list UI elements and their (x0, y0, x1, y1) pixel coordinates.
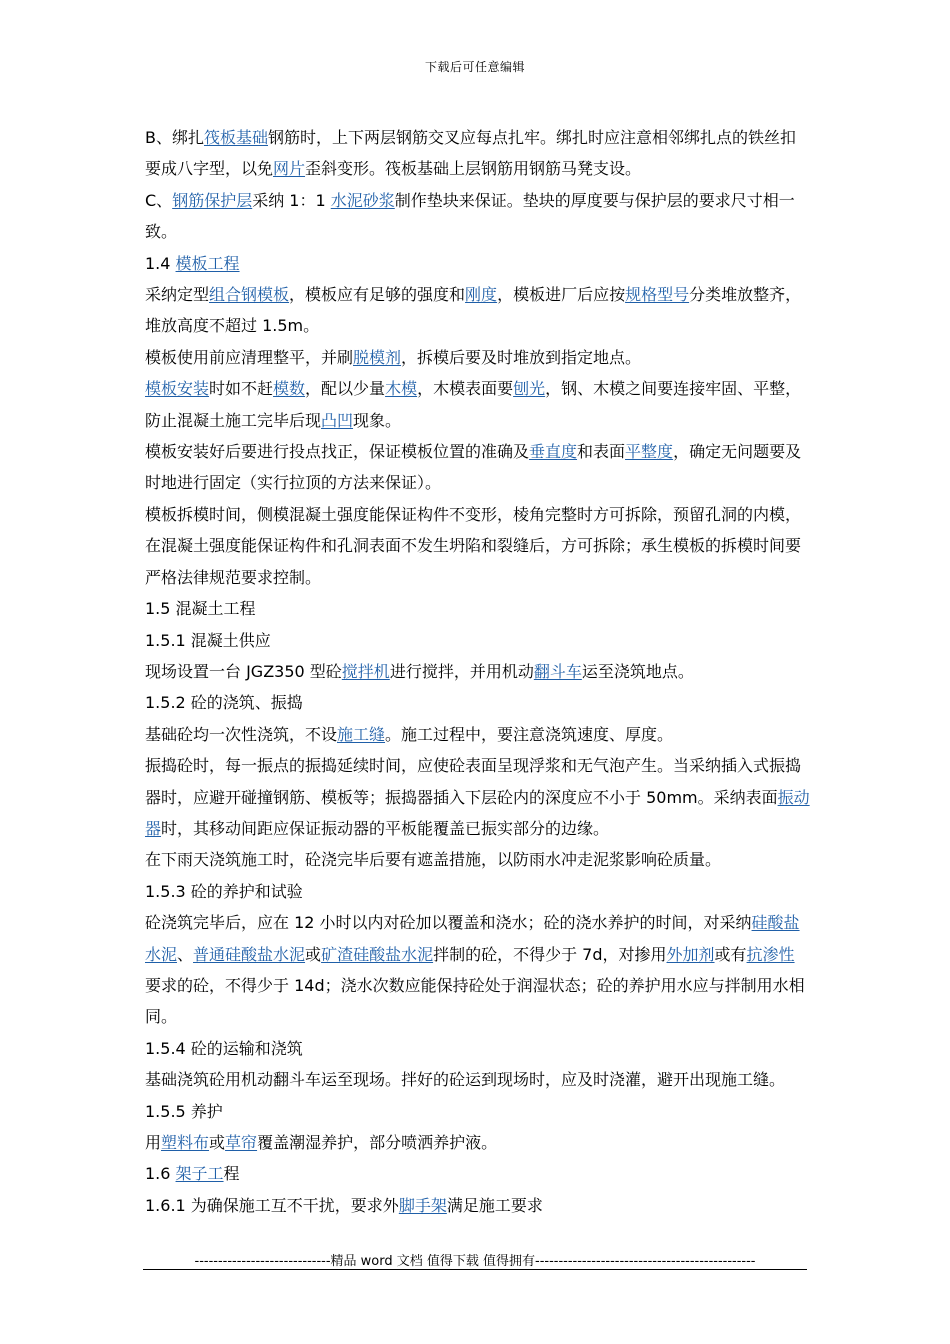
document-body (145, 122, 810, 1221)
text-run: 采纳 1：1 (252, 190, 331, 210)
hyperlink[interactable]: 刚度 (465, 285, 498, 305)
paragraph (145, 687, 810, 718)
text-run: 时如不赶 (209, 379, 274, 399)
text-run: 和表面 (577, 442, 626, 462)
paragraph (145, 248, 810, 279)
text-run: ，确定无问题要及时地进行固定（实行拉顶的方法来保证）。 (145, 442, 802, 493)
text-run: 歪斜变形。筏板基础上层钢筋用钢筋马凳支设。 (305, 159, 642, 179)
hyperlink[interactable]: 筏板基础 (203, 128, 268, 147)
paragraph (145, 1033, 810, 1064)
text-run: 1.5.1 混凝土供应 (145, 630, 271, 650)
text-run: 或 (209, 1133, 226, 1152)
text-run: 1.4 (145, 253, 176, 273)
text-run: ，木模表面要 (417, 379, 514, 399)
text-run: 现场设置一台 JGZ350 型砼 (145, 661, 342, 681)
hyperlink[interactable]: 网片 (273, 159, 306, 179)
hyperlink[interactable]: 矿渣硅酸盐水泥 (321, 944, 434, 964)
text-run: ，模板进厂后应按 (497, 285, 626, 305)
text-run: 。施工过程中，要注意浇筑速度、厚度。 (385, 724, 674, 744)
hyperlink[interactable]: 规格型号 (625, 285, 690, 305)
paragraph (145, 1064, 810, 1095)
text-run: 满足施工要求 (446, 1195, 543, 1215)
text-run: 1.5.4 砼的运输和浇筑 (145, 1038, 303, 1058)
text-run: 要求的砼，不得少于 14d；浇水次数应能保持砼处于润湿状态；砼的养护用水应与拌制用水相同。 (145, 975, 805, 1027)
hyperlink[interactable]: 搅拌机 (341, 661, 390, 681)
text-run: 、 (177, 944, 194, 964)
paragraph (145, 593, 810, 624)
hyperlink[interactable]: 模板工程 (175, 253, 240, 273)
paragraph (145, 373, 810, 436)
paragraph (145, 876, 810, 907)
hyperlink[interactable]: 脚手架 (398, 1195, 447, 1215)
text-run: 1.5 混凝土工程 (145, 599, 256, 619)
hyperlink[interactable]: 塑料布 (161, 1133, 210, 1152)
paragraph (145, 656, 810, 687)
page-footer: -----------------------------精品 word 文档 值得下载 值得拥有----------------------------------------------- (194, 1254, 756, 1269)
paragraph (145, 719, 810, 750)
paragraph (145, 436, 810, 499)
text-run: 程 (223, 1164, 240, 1184)
page-header: 下载后可任意编辑 (424, 60, 525, 74)
paragraph (145, 342, 810, 373)
text-run: 拌制的砼，不得少于 7d，对掺用 (433, 944, 667, 964)
text-run: 时，其移动间距应保证振动器的平板能覆盖已振实部分的边缘。 (161, 818, 610, 838)
text-run: ，模板应有足够的强度和 (289, 285, 466, 305)
text-run: 砼浇筑完毕后，应在 12 小时以内对砼加以覆盖和浇水；砼的浇水养护的时间，对采纳 (145, 913, 752, 933)
hyperlink[interactable]: 草帘 (225, 1133, 258, 1152)
text-run: 1.5.5 养护 (145, 1101, 223, 1121)
hyperlink[interactable]: 脱模剂 (353, 347, 402, 367)
hyperlink[interactable]: 钢筋保护层 (172, 190, 253, 210)
text-run: 进行搅拌，并用机动 (389, 661, 534, 681)
text-run: 在下雨天浇筑施工时，砼浇完毕后要有遮盖措施，以防雨水冲走泥浆影响砼质量。 (145, 850, 722, 870)
text-run: 模板安装好后要进行投点找正，保证模板位置的准确及 (145, 442, 530, 462)
paragraph (145, 1158, 810, 1189)
text-run: 采纳定型 (145, 285, 210, 305)
text-run: 1.5.2 砼的浇筑、振捣 (145, 693, 303, 713)
text-run: 用 (145, 1133, 162, 1152)
text-run: 运至浇筑地点。 (581, 661, 694, 681)
text-run: C、 (145, 190, 173, 210)
paragraph (145, 1096, 810, 1127)
hyperlink[interactable]: 木模 (385, 379, 418, 399)
text-run: 分类堆放整齐，堆放高度不超过 1.5m。 (145, 285, 802, 336)
text-run: 或 (305, 944, 322, 964)
text-run: 模板使用前应清理整平，并刷 (145, 347, 354, 367)
text-run: 覆盖潮湿养护，部分喷洒养护液。 (257, 1133, 498, 1152)
paragraph (145, 907, 810, 1033)
text-run: 或有 (714, 944, 747, 964)
hyperlink[interactable]: 抗渗性 (746, 944, 795, 964)
paragraph (145, 1190, 810, 1221)
hyperlink[interactable]: 凸凹 (321, 410, 354, 430)
text-run: ，钢、木模之间要连接牢固、平整，防止混凝土施工完毕后现 (145, 379, 802, 430)
hyperlink[interactable]: 外加剂 (666, 944, 715, 964)
text-run: ，拆模后要及时堆放到指定地点。 (401, 347, 642, 367)
footer-rule (143, 1269, 807, 1270)
hyperlink[interactable]: 刨光 (513, 379, 546, 399)
text-run: ，配以少量 (305, 379, 386, 399)
hyperlink[interactable]: 水泥砂浆 (330, 190, 395, 210)
hyperlink[interactable]: 模板安装 (145, 379, 210, 399)
text-run: 制作垫块来保证。垫块的厚度要与保护层的要求尺寸相一致。 (145, 190, 795, 242)
text-run: 1.6 (145, 1164, 176, 1184)
text-run: B、绑扎 (145, 128, 204, 147)
paragraph (145, 185, 810, 248)
text-run: 钢筋时，上下两层钢筋交叉应每点扎牢。绑扎时应注意相邻绑扎点的铁丝扣要成八字型，以免 (145, 128, 797, 179)
text-run: 基础砼均一次性浇筑，不设 (145, 724, 338, 744)
paragraph (145, 844, 810, 875)
hyperlink[interactable]: 模数 (273, 379, 306, 399)
hyperlink[interactable]: 硅酸盐水泥 (145, 913, 800, 964)
hyperlink[interactable]: 施工缝 (337, 724, 386, 744)
hyperlink[interactable]: 翻斗车 (533, 661, 582, 681)
text-run: 振捣砼时，每一振点的振捣延续时间，应使砼表面呈现浮浆和无气泡产生。当采纳插入式振捣器时，应避开碰撞钢筋、模板等；振捣器插入下层砼内的深度应不小于 50mm。采纳表面 (145, 756, 802, 807)
paragraph (145, 122, 810, 185)
text-run: 现象。 (353, 410, 402, 430)
paragraph (145, 1127, 810, 1158)
hyperlink[interactable]: 组合钢模板 (209, 285, 290, 305)
hyperlink[interactable]: 振动器 (145, 787, 810, 838)
text-run: 1.5.3 砼的养护和试验 (145, 881, 303, 901)
hyperlink[interactable]: 普通硅酸盐水泥 (193, 944, 306, 964)
hyperlink[interactable]: 垂直度 (529, 442, 578, 462)
paragraph (145, 625, 810, 656)
hyperlink[interactable]: 架子工 (175, 1164, 224, 1184)
text-run: 模板拆模时间，侧模混凝土强度能保证构件不变形，棱角完整时方可拆除，预留孔洞的内模，在混凝土强度能保证构件和孔洞表面不发生坍陷和裂缝后，方可拆除；承生模板的拆模时间要严格法律规范要求控制。 (145, 504, 802, 587)
paragraph (145, 279, 810, 342)
hyperlink[interactable]: 平整度 (625, 442, 674, 462)
paragraph (145, 499, 810, 593)
paragraph (145, 750, 810, 844)
text-run: 1.6.1 为确保施工互不干扰，要求外 (145, 1195, 399, 1215)
text-run: 基础浇筑砼用机动翻斗车运至现场。拌好的砼运到现场时，应及时浇灌，避开出现施工缝。 (145, 1070, 786, 1090)
